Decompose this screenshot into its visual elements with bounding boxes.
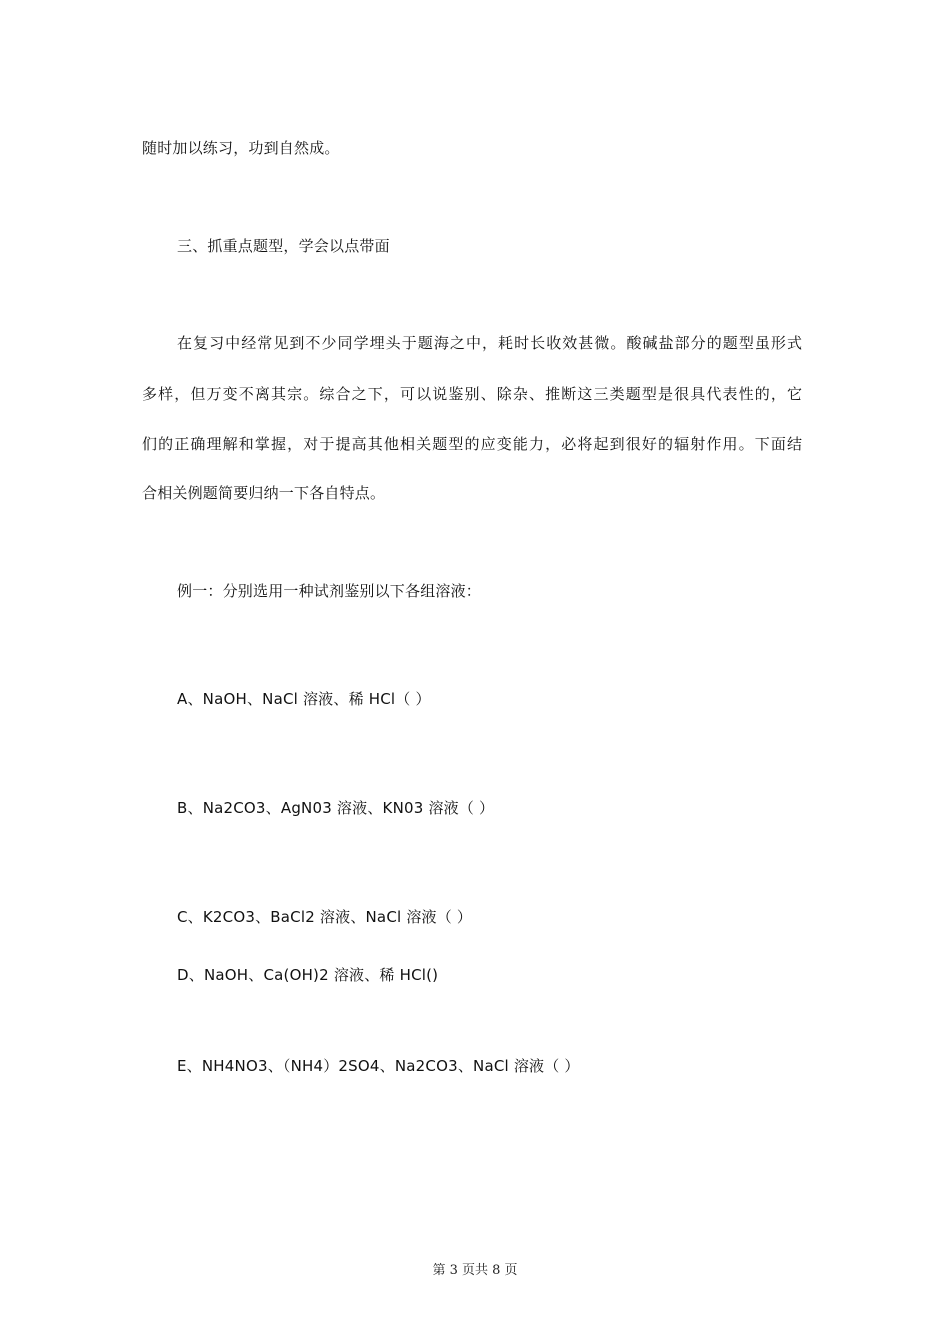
paragraph-line-4: 合相关例题简要归纳一下各自特点。: [142, 484, 386, 502]
section-heading: 三、抓重点题型，学会以点带面: [177, 237, 390, 255]
option-e: E、NH4NO3、（NH4）2SO4、Na2CO3、NaCl 溶液（ ）: [177, 1057, 580, 1075]
option-c: C、K2CO3、BaCl2 溶液、NaCl 溶液（ ）: [177, 908, 473, 926]
page-number-footer: 第 3 页共 8 页: [432, 1263, 518, 1278]
example-title: 例一：分别选用一种试剂鉴别以下各组溶液：: [177, 582, 482, 600]
intro-tail-text: 随时加以练习，功到自然成。: [142, 139, 340, 157]
option-d: D、NaOH、Ca(OH)2 溶液、稀 HCl(): [177, 966, 439, 984]
paragraph-line-3: 们的正确理解和掌握，对于提高其他相关题型的应变能力，必将起到很好的辐射作用。下面结: [142, 435, 802, 453]
option-a: A、NaOH、NaCl 溶液、稀 HCl（ ）: [177, 690, 431, 708]
paragraph-line-1: 在复习中经常见到不少同学埋头于题海之中，耗时长收效甚微。酸碱盐部分的题型虽形式: [177, 334, 802, 352]
option-b: B、Na2CO3、AgN03 溶液、KN03 溶液（ ）: [177, 799, 495, 817]
paragraph-line-2: 多样，但万变不离其宗。综合之下，可以说鉴别、除杂、推断这三类题型是很具代表性的，它: [142, 385, 802, 403]
